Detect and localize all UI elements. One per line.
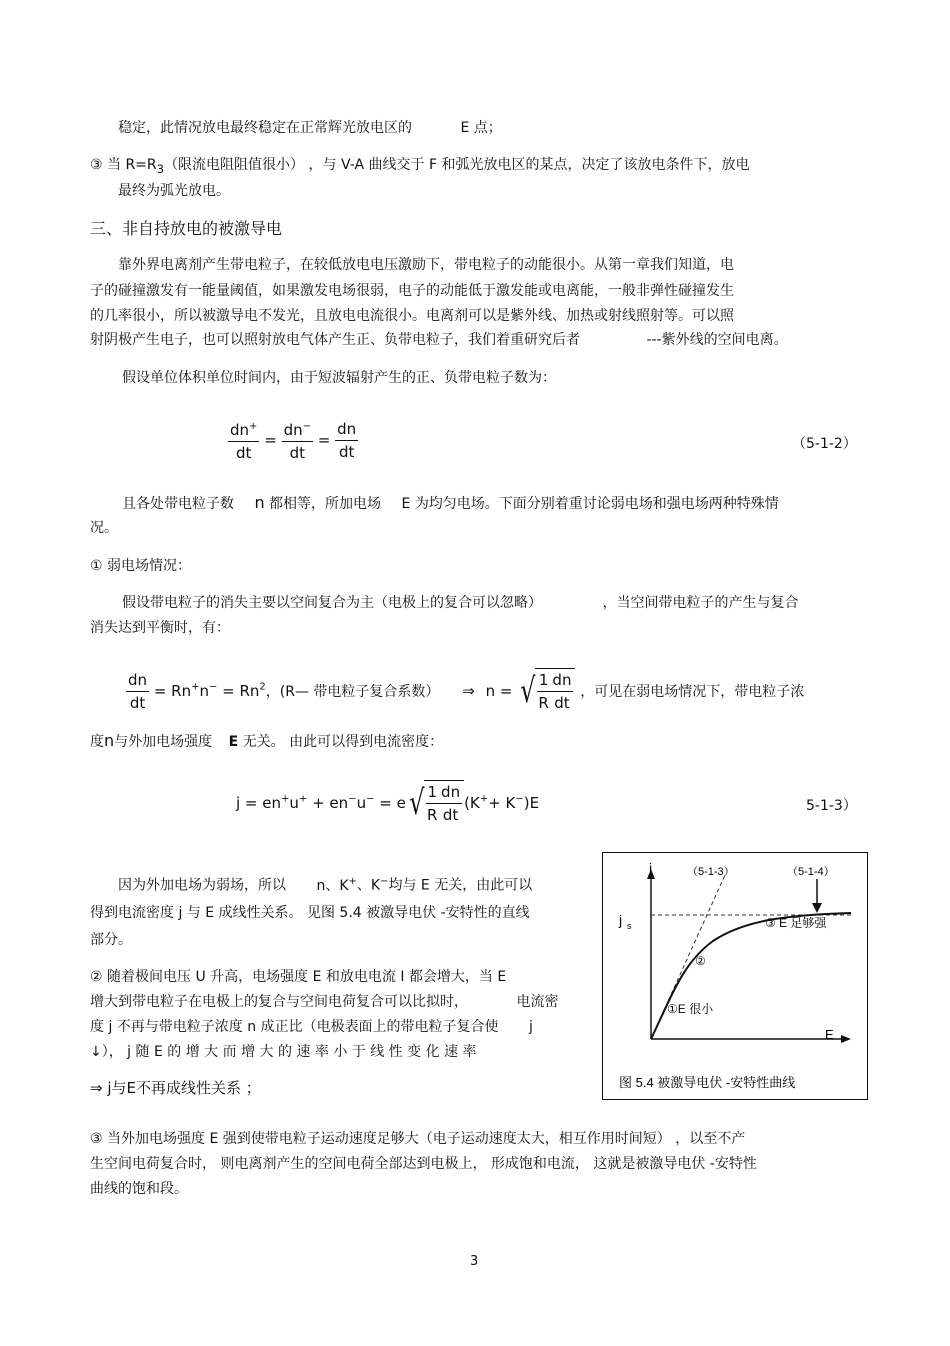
label-region-2: ② (695, 954, 706, 968)
superscript: + (191, 681, 200, 693)
text-fragment: 且各处带电粒子数 (122, 496, 234, 512)
equation-term: + K (488, 794, 516, 812)
y-axis-label: j (649, 860, 653, 876)
section-title: 三、非自持放电的被激导电 (90, 219, 283, 238)
text-fragment: n、K (316, 877, 349, 894)
radical-sign: √ (409, 783, 425, 823)
side-text-line (90, 992, 558, 1012)
equation-note: ，(R— 带电粒子复合系数） (265, 684, 440, 700)
side-text-line (90, 1017, 533, 1037)
numerator: dn (126, 669, 149, 692)
equation-note: ，可见在弱电场情况下，带电粒子浓 (580, 684, 805, 700)
denominator: R (427, 806, 438, 824)
variable: n (254, 493, 265, 512)
fraction (439, 781, 462, 826)
paragraph-line: 的几率很小，所以被激导电不发光，且放电电流很小。电离剂可以是紫外线、加热或射线照射等。可以照 (90, 308, 734, 324)
side-text-line: 部分。 (90, 932, 132, 948)
denominator: dt (129, 693, 146, 712)
radicand (424, 780, 465, 826)
numerator: 1 (537, 669, 551, 692)
ref-5-1-4: （5-1-4） (787, 866, 835, 878)
text-line (118, 118, 502, 138)
page-number: 3 (470, 1254, 479, 1269)
paragraph-line: 曲线的饱和段。 (90, 1181, 188, 1197)
text-fragment: 增大到带电粒子在电极上的复合与空间电荷复合可以比拟时， (90, 994, 468, 1010)
implies-symbol: ⇒ (462, 682, 475, 700)
js-subscript: s (627, 921, 632, 931)
numerator: dn (335, 418, 358, 441)
superscript: − (208, 681, 218, 693)
paragraph-line: 假设单位体积单位时间内，由于短波辐射产生的正、负带电粒子数为： (122, 370, 556, 386)
paragraph-line: 况。 (90, 520, 118, 536)
paragraph-line: ③ 当外加电场强度 E 强到使带电粒子运动速度足够大（电子运动速度太大，相互作用时间短） ，以至不产 (90, 1131, 746, 1147)
equation-term: = Rn (153, 682, 192, 700)
x-axis-arrow (841, 1035, 851, 1043)
text-fragment: 无关。 由此可以得到电流密度： (242, 734, 444, 750)
text-fragment: （限流电阻阻值很小） ，与 V-A 曲线交于 F 和弧光放电区的某点，决定了该放电条件下，放电 (164, 157, 750, 173)
arrow-down-icon (812, 903, 822, 913)
text-fragment: 射阴极产生电子，也可以照射放电气体产生正、负带电粒子，我们着重研究后者 (90, 332, 580, 348)
equation-term: = e (379, 794, 406, 812)
js-label: j (619, 912, 623, 928)
paragraph-line: 消失达到平衡时，有： (90, 620, 230, 636)
superscript: 2 (259, 681, 266, 693)
equation-term: j = en (236, 794, 282, 812)
ref-5-1-3: （5-1-3） (687, 866, 735, 878)
denominator: dt (338, 442, 355, 461)
superscript: − (380, 876, 389, 887)
paragraph-line: 子的碰撞激发有一能量阈值，如果激发电场很弱，电子的动能低于激发能或电离能，一般非弹性碰撞发生 (90, 283, 734, 299)
text-fragment: ，当空间带电粒子的产生与复合 (602, 595, 799, 611)
figure-5-4 (602, 852, 868, 1100)
superscript: + (298, 793, 308, 805)
text-fragment: ---紫外线的空间电离。 (646, 332, 788, 348)
text-fragment: 度 (90, 734, 104, 750)
text-fragment: 、K (356, 877, 381, 894)
numerator: dn (283, 421, 303, 439)
denominator: dt (442, 806, 459, 824)
text-fragment: 都相等，所加电场 (269, 496, 382, 512)
label-e-small: ①E 很小 (667, 1002, 714, 1016)
superscript: + (348, 876, 357, 887)
figure-caption: 图 5.4 被激导电伏 -安特性曲线 (619, 1075, 796, 1090)
fraction (335, 418, 358, 463)
equals-sign: = (264, 431, 277, 449)
side-text-line: ② 随着极间电压 U 升高，电场强度 E 和放电电流 I 都会增大，当 E (90, 969, 507, 985)
equals-sign: = (317, 431, 331, 449)
text-fragment: j (529, 1019, 533, 1035)
denominator: dt (236, 444, 252, 462)
equation-term: n = (485, 682, 513, 700)
radical-sign: √ (520, 671, 536, 711)
fraction (126, 669, 149, 714)
paragraph-line: 生空间电荷复合时， 则电离剂产生的空间电荷全部达到电极上， 形成饱和电流， 这就是被激导电伏 -安特性 (90, 1156, 757, 1172)
text-fragment: E 点； (460, 120, 502, 136)
fraction (282, 416, 313, 464)
equation-5-1-2 (228, 416, 358, 464)
numerator: 1 (426, 781, 440, 804)
variable: E (401, 496, 411, 512)
equation-term: = Rn (222, 682, 260, 700)
superscript: − (366, 793, 375, 805)
case-heading: ① 弱电场情况： (90, 558, 192, 574)
radicand (535, 668, 576, 714)
text-fragment: 稳定，此情况放电最终稳定在正常辉光放电区的 (118, 120, 412, 136)
iv-curve (651, 913, 851, 1039)
x-axis-label: E (825, 1027, 834, 1042)
subscript: 3 (156, 161, 165, 176)
text-line (90, 155, 749, 179)
equation-term: )E (523, 794, 540, 812)
equation-term: u (289, 794, 299, 812)
fraction (426, 781, 440, 826)
variable: n (104, 731, 115, 750)
fraction (550, 669, 573, 714)
side-text-line: 得到电流密度 j 与 E 成线性关系。 见图 5.4 被激导电伏 -安特性的直线 (90, 905, 530, 921)
side-text-line (118, 872, 532, 896)
side-text-line: ⇒ j与E不再成线性关系 ； (90, 1079, 261, 1097)
text-fragment: 因为外加电场为弱场，所以 (118, 877, 286, 894)
text-fragment: 为均匀电场。下面分别着重讨论弱电场和强电场两种特殊情 (414, 496, 779, 512)
numerator: dn (230, 421, 250, 439)
paragraph-line (90, 731, 443, 752)
equation-term: u (356, 794, 367, 812)
text-fragment: 假设带电粒子的消失主要以空间复合为主（电极上的复合可以忽略） (122, 595, 542, 611)
paragraph-line (122, 593, 798, 613)
iv-curve-diagram (603, 853, 867, 1099)
numerator: dn (550, 669, 573, 692)
paragraph-line (90, 330, 788, 350)
paragraph-line: 靠外界电离剂产生带电粒子，在较低放电电压激励下，带电粒子的动能很小。从第一章我们知道，电 (118, 257, 734, 273)
superscript: + (281, 793, 290, 805)
equation-term: n (199, 682, 209, 700)
equation-recombination (126, 668, 804, 714)
side-text-line: ↓）， j 随 E 的 增 大 而 增 大 的 速 率 小 于 线 性 变 化 速 率 (90, 1044, 477, 1060)
fraction (228, 416, 259, 464)
text-fragment: 与外加电场强度 (114, 734, 213, 750)
fraction (537, 669, 551, 714)
equation-label: 5-1-3） (806, 798, 857, 814)
denominator: dt (554, 694, 570, 712)
equation-term: (K (464, 794, 480, 812)
superscript: − (302, 421, 311, 432)
superscript: + (479, 793, 489, 805)
denominator: R (538, 694, 549, 712)
paragraph-line (122, 493, 779, 514)
denominator: dt (289, 444, 305, 462)
equation-term: + en (312, 794, 349, 812)
superscript: + (249, 421, 258, 432)
superscript: − (348, 793, 357, 805)
text-fragment: 均与 E 无关，由此可以 (388, 877, 533, 894)
text-line: 最终为弧光放电。 (118, 183, 230, 199)
superscript: − (515, 793, 524, 805)
equation-label: （5-1-2） (792, 436, 857, 452)
text-fragment: ③ 当 R=R (90, 157, 157, 173)
numerator: dn (439, 781, 462, 804)
equation-5-1-3 (236, 780, 539, 826)
text-fragment: 电流密 (516, 994, 559, 1010)
text-fragment: 度 j 不再与带电粒子浓度 n 成正比（电极表面上的带电粒子复合使 (90, 1019, 499, 1035)
variable: E (228, 734, 239, 750)
label-e-strong: ③ E 足够强 (765, 916, 827, 930)
